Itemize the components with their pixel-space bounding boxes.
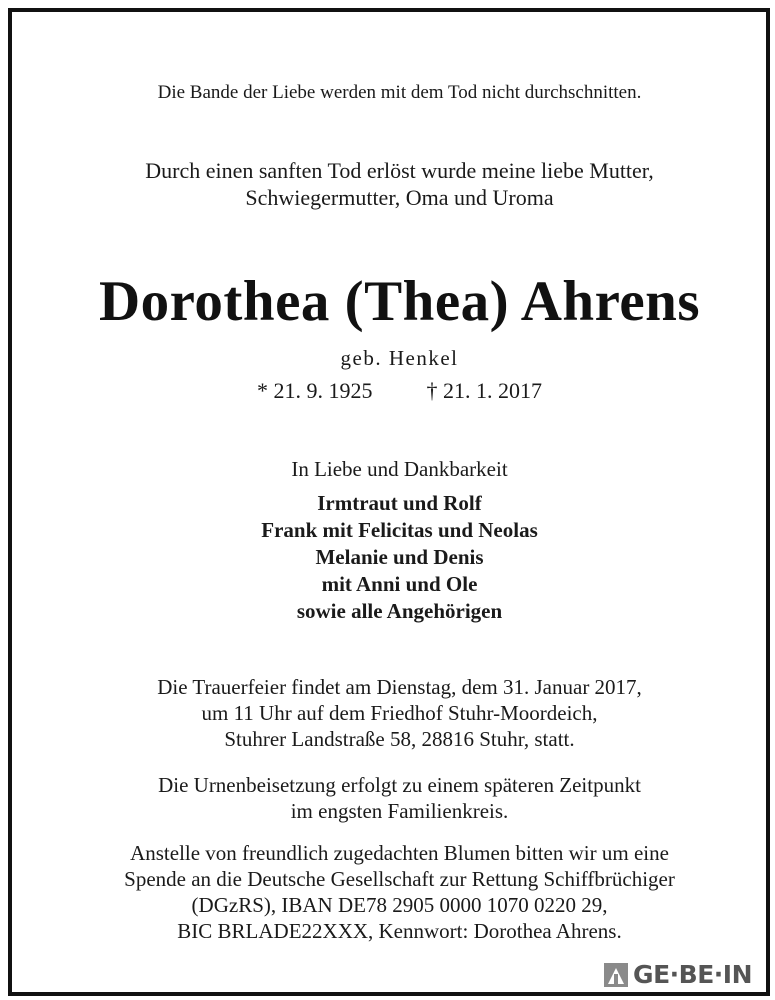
mourner-entry: Frank mit Felicitas und Neolas xyxy=(261,518,538,542)
motto-quote: Die Bande der Liebe werden mit dem Tod nicht durchschnitten. xyxy=(157,82,642,103)
gebein-logo-icon xyxy=(603,962,629,988)
mourner-entry: Irmtraut und Rolf xyxy=(317,491,482,515)
gebein-logo-text: GE·BE·IN xyxy=(633,960,752,989)
urn-burial-info xyxy=(12,772,775,824)
obituary-frame xyxy=(8,8,770,996)
ceremony-line: um 11 Uhr auf dem Friedhof Stuhr-Moordeich, xyxy=(201,701,598,725)
mourners-list xyxy=(12,490,775,625)
urn-line: im engsten Familienkreis. xyxy=(290,799,509,823)
donation-line: Anstelle von freundlich zugedachten Blumen bitten wir um eine xyxy=(130,841,669,865)
ceremony-line: Stuhrer Landstraße 58, 28816 Stuhr, statt. xyxy=(224,727,575,751)
donation-request xyxy=(12,840,775,944)
ceremony-line: Die Trauerfeier findet am Dienstag, dem 31. Januar 2017, xyxy=(157,675,642,699)
intro-line: Schwiegermutter, Oma und Uroma xyxy=(245,185,554,210)
urn-line: Die Urnenbeisetzung erfolgt zu einem späteren Zeitpunkt xyxy=(158,773,641,797)
intro-line: Durch einen sanften Tod erlöst wurde meine liebe Mutter, xyxy=(145,158,654,183)
mourner-entry: sowie alle Angehörigen xyxy=(296,599,503,623)
gebein-logo xyxy=(603,960,752,988)
gratitude-line: In Liebe und Dankbarkeit xyxy=(291,457,508,481)
mourner-entry: mit Anni und Ole xyxy=(321,572,478,596)
life-dates xyxy=(12,377,775,405)
donation-line: (DGzRS), IBAN DE78 2905 0000 1070 0220 29, xyxy=(191,893,608,917)
birth-date: * 21. 9. 1925 xyxy=(257,378,373,403)
maiden-name: geb. Henkel xyxy=(340,346,459,370)
deceased-name: Dorothea (Thea) Ahrens xyxy=(98,270,701,333)
mourner-entry: Melanie und Denis xyxy=(315,545,484,569)
intro-text xyxy=(12,157,775,211)
funeral-ceremony-info xyxy=(12,674,775,752)
donation-line: BIC BRLADE22XXX, Kennwort: Dorothea Ahrens. xyxy=(177,919,622,943)
death-date: † 21. 1. 2017 xyxy=(426,378,542,403)
donation-line: Spende an die Deutsche Gesellschaft zur Rettung Schiffbrüchiger xyxy=(124,867,675,891)
